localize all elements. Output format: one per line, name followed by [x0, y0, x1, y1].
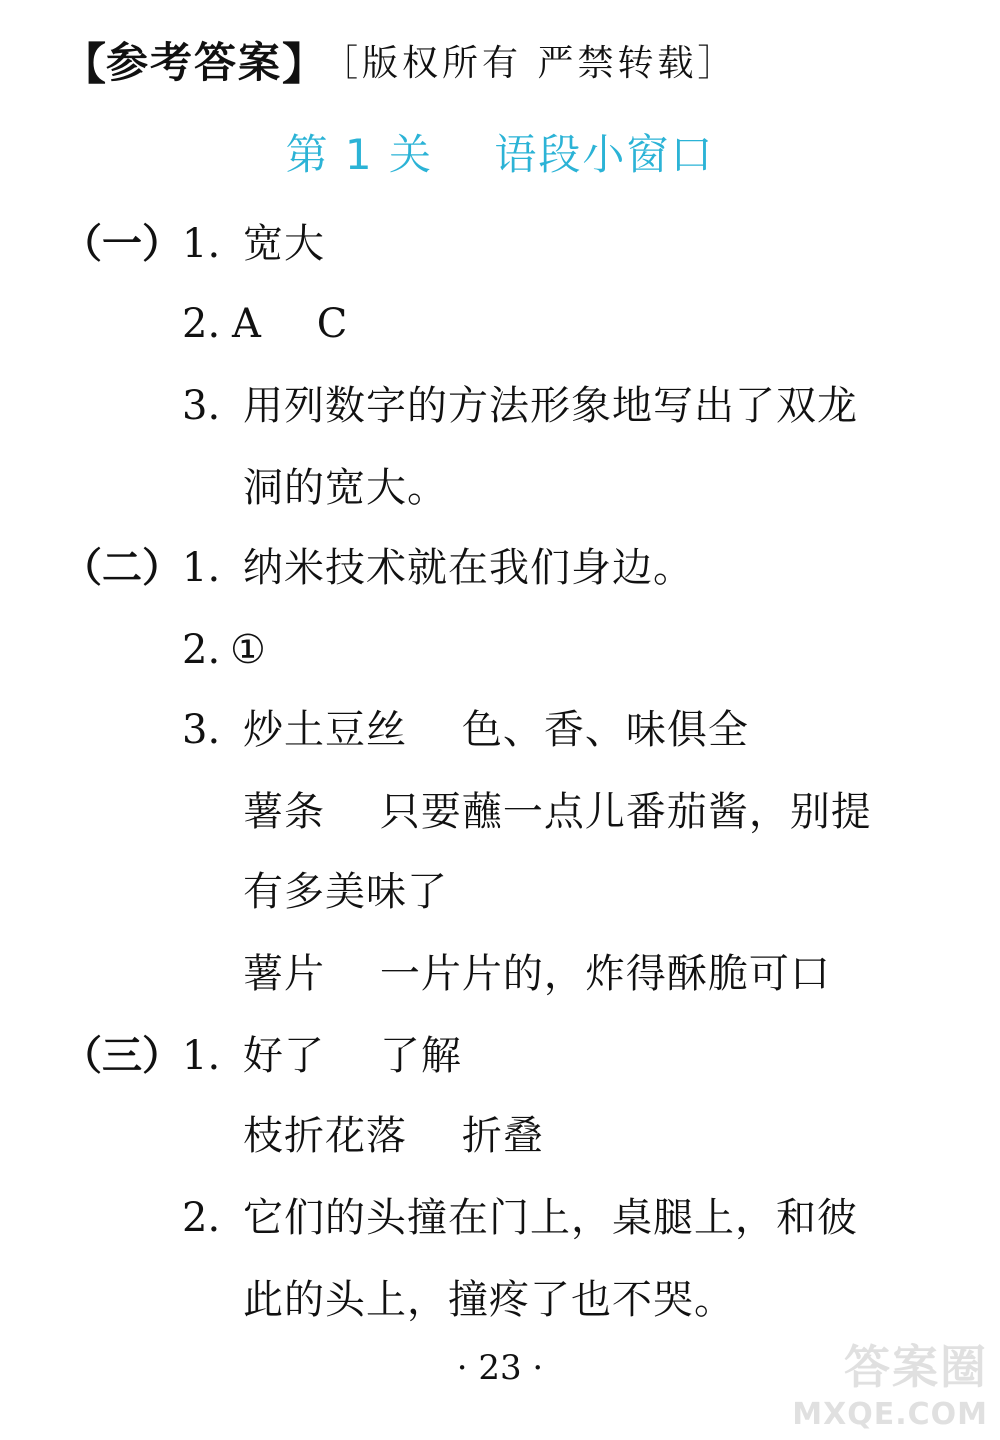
item-number: 3.: [182, 707, 221, 753]
answer-line: 薯片 一片片的，炸得酥脆可口: [243, 951, 831, 997]
page-number: · 23 ·: [456, 1348, 544, 1388]
header-bracket-close: 】: [282, 39, 327, 90]
watermark-url: MXQE.COM: [792, 1397, 988, 1432]
copyright-notice: ［版权所有 严禁转载］: [340, 42, 738, 84]
answer-line: 此的头上，撞疼了也不哭。: [243, 1277, 735, 1323]
item-number: 1.: [182, 545, 221, 591]
answer-line: 用列数字的方法形象地写出了双龙: [243, 383, 858, 429]
item-number: 2.: [182, 301, 221, 347]
answer-line: 薯条 只要蘸一点儿番茄酱，别提: [243, 789, 872, 835]
group-label-3: （三）: [62, 1033, 182, 1079]
answer-header: [62, 28, 737, 88]
answer-line: 宽大: [243, 221, 325, 267]
header-bracket-open: 【: [62, 39, 106, 90]
watermark-logo-text: 答案圈: [844, 1340, 988, 1394]
answer-line: 它们的头撞在门上，桌腿上，和彼: [243, 1195, 858, 1241]
answer-line: 好了 了解: [243, 1033, 462, 1079]
item-number: 2.: [182, 627, 221, 673]
group-label-2: （二）: [62, 545, 182, 591]
header-title: 参考答案: [106, 38, 283, 87]
item-number: 3.: [182, 383, 221, 429]
group-label-1: （一）: [62, 221, 182, 267]
answer-line: 洞的宽大。: [243, 465, 448, 511]
answer-line: 炒土豆丝 色、香、味俱全: [243, 707, 749, 753]
section-title: 第 1 关 语段小窗口: [285, 130, 715, 179]
answer-line: A C: [232, 301, 349, 347]
item-number: 1.: [182, 1033, 221, 1079]
item-number: 2.: [182, 1195, 221, 1241]
item-number: 1.: [182, 221, 221, 267]
answer-line: 纳米技术就在我们身边。: [243, 545, 694, 591]
watermark-logo: [792, 1331, 988, 1432]
answer-line: 枝折花落 折叠: [243, 1113, 544, 1159]
answer-line: 有多美味了: [243, 869, 448, 915]
answer-line: ①: [230, 627, 267, 673]
